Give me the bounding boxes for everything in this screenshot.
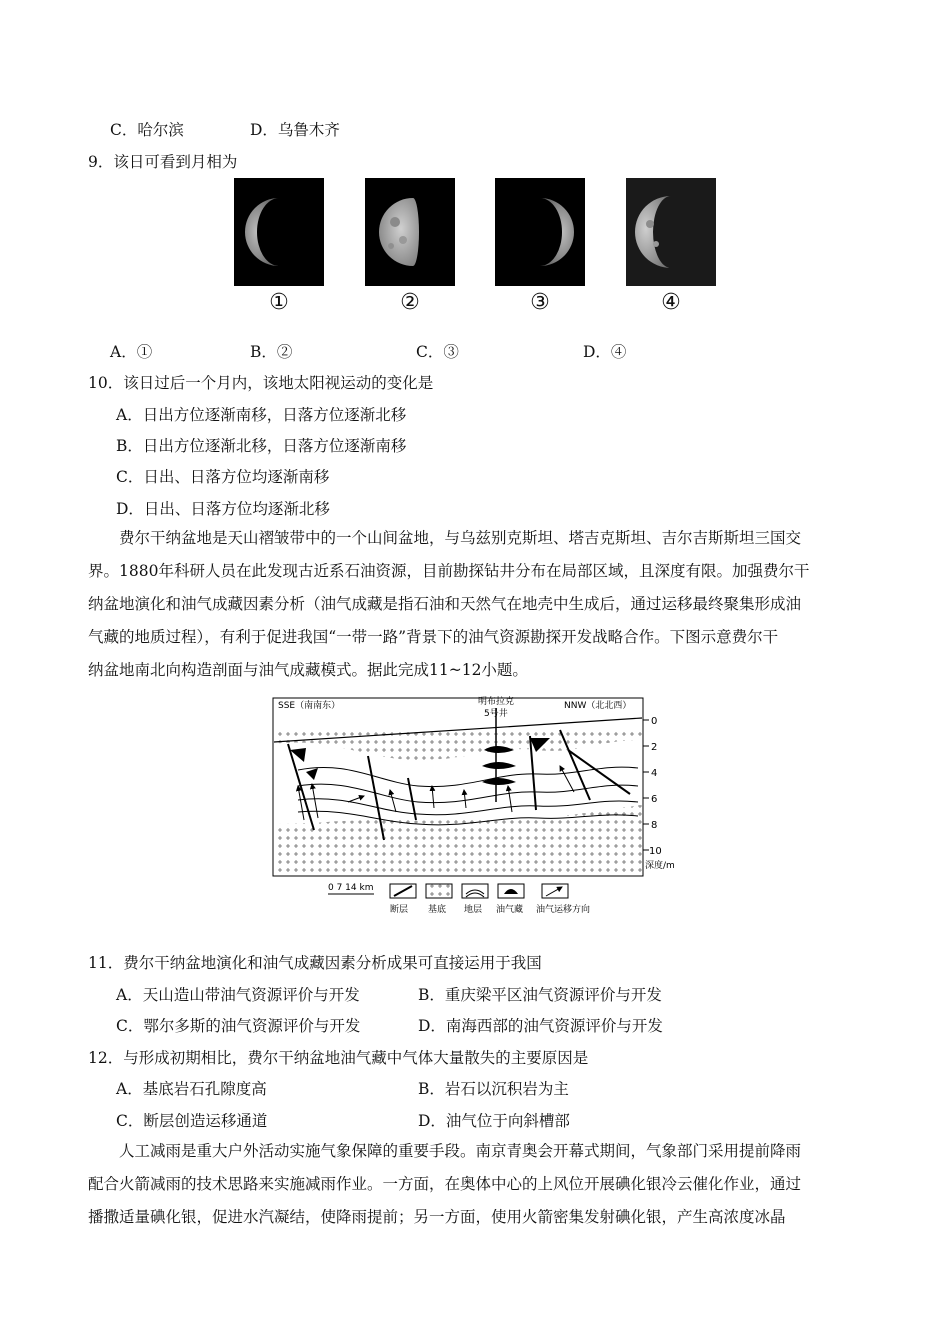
- depth-label: 2: [651, 742, 658, 753]
- q12-stem: 12．与形成初期相比，费尔干纳盆地油气藏中气体大量散失的主要原因是: [88, 1049, 589, 1067]
- moon-label-1: ①: [269, 290, 289, 315]
- moon-image-2: [365, 178, 455, 286]
- crescent-moon-icon: [626, 178, 716, 286]
- depth-label: 6: [651, 794, 658, 805]
- label-well-name: 明布拉克: [478, 697, 515, 707]
- label-nnw: NNW（北北西）: [564, 701, 632, 711]
- legend-migration-icon: [546, 887, 562, 896]
- q9-option-c: C．③: [416, 343, 459, 361]
- q12-option-a: A．基底岩石孔隙度高: [116, 1080, 267, 1098]
- q10-option-c: C．日出、日落方位均逐渐南移: [116, 468, 330, 486]
- legend-migration-label: 油气运移方向: [536, 905, 591, 915]
- q12-option-c: C．断层创造运移通道: [116, 1112, 268, 1130]
- q10-option-b: B．日出方位逐渐北移，日落方位逐渐南移: [116, 437, 407, 455]
- depth-label: 4: [651, 768, 658, 779]
- legend-stratum-box: [462, 884, 488, 898]
- q9-stem: 9．该日可看到月相为: [88, 153, 238, 171]
- q10-option-a: A．日出方位逐渐南移，日落方位逐渐北移: [116, 406, 407, 424]
- q11-option-a: A．天山造山带油气资源评价与开发: [116, 986, 360, 1004]
- q11-option-b: B．重庆梁平区油气资源评价与开发: [418, 986, 662, 1004]
- legend-stratum-icon: [466, 890, 484, 897]
- legend-reservoir-label: 油气藏: [496, 905, 524, 915]
- passage-ferghana: [88, 522, 868, 687]
- moon-label-3: ③: [530, 290, 550, 315]
- q9-option-d: D．④: [583, 343, 627, 361]
- q10-stem: 10．该日过后一个月内，该地太阳视运动的变化是: [88, 374, 434, 392]
- q9-option-a: A．①: [110, 343, 153, 361]
- q8-option-c: C．哈尔滨: [110, 121, 184, 139]
- waning-crescent-icon: [234, 178, 324, 286]
- passage1-line-2: 界。1880年科研人员在此发现古近系石油资源，目前勘探钻井分布在局部区域，且深度有限。加强费尔干: [88, 562, 810, 580]
- moon-image-1: [234, 178, 324, 286]
- passage1-line-5: 纳盆地南北向构造剖面与油气成藏模式。据此完成11~12小题。: [88, 661, 528, 679]
- scale-label: 0 7 14 km: [328, 883, 374, 893]
- q9-option-b: B．②: [250, 343, 293, 361]
- depth-label: 0: [651, 716, 658, 727]
- depth-label: 10: [649, 846, 662, 857]
- passage1-line-3: 纳盆地演化和油气成藏因素分析（油气成藏是指石油和天然气在地壳中生成后，通过运移最终聚集形成油: [88, 595, 802, 613]
- passage1-line-4: 气藏的地质过程），有利于促进我国“一带一路”背景下的油气资源勘探开发战略合作。下图示意费尔干: [88, 628, 779, 646]
- q11-stem: 11．费尔干纳盆地演化和油气成藏因素分析成果可直接运用于我国: [88, 954, 542, 972]
- basin-cross-section-diagram: [268, 690, 688, 922]
- moon-label-2: ②: [400, 290, 420, 315]
- passage2-line-3: 播撒适量碘化银，促进水汽凝结，使降雨提前；另一方面，使用火箭密集发射碘化银，产生高浓度冰晶: [88, 1208, 786, 1226]
- moon-label-4: ④: [661, 290, 681, 315]
- passage2-line-2: 配合火箭减雨的技术思路来实施减雨作业。一方面，在奥体中心的上风位开展碘化银冷云催化作业，通过: [88, 1175, 802, 1193]
- q10-option-d: D．日出、日落方位均逐渐北移: [116, 500, 330, 518]
- passage-rain-reduction: [88, 1135, 868, 1234]
- legend-reservoir-icon: [504, 889, 518, 894]
- depth-label: 8: [651, 820, 658, 831]
- legend-basement-box: [426, 884, 452, 898]
- moon-image-3: [495, 178, 585, 286]
- label-sse: SSE（南南东）: [278, 701, 341, 711]
- q11-option-c: C．鄂尔多斯的油气资源评价与开发: [116, 1017, 361, 1035]
- passage1-line-1: 费尔干纳盆地是天山褶皱带中的一个山间盆地，与乌兹别克斯坦、塔吉克斯坦、吉尔吉斯斯坦三国交: [119, 529, 802, 547]
- label-well-number: 5号井: [484, 709, 508, 719]
- q8-option-d: D．乌鲁木齐: [250, 121, 340, 139]
- q11-option-d: D．南海西部的油气资源评价与开发: [418, 1017, 663, 1035]
- legend-fault-label: 断层: [390, 905, 409, 915]
- first-quarter-moon-icon: [365, 178, 455, 286]
- waxing-crescent-icon: [495, 178, 585, 286]
- legend-basement-label: 基底: [428, 905, 447, 915]
- q12-option-d: D．油气位于向斜槽部: [418, 1112, 570, 1130]
- passage2-line-1: 人工减雨是重大户外活动实施气象保障的重要手段。南京青奥会开幕式期间，气象部门采用提前降雨: [119, 1142, 802, 1160]
- moon-image-4: [626, 178, 716, 286]
- legend-fault-icon: [394, 886, 412, 896]
- depth-unit: 深度/m: [645, 861, 675, 871]
- legend-stratum-label: 地层: [464, 905, 483, 915]
- q12-option-b: B．岩石以沉积岩为主: [418, 1080, 569, 1098]
